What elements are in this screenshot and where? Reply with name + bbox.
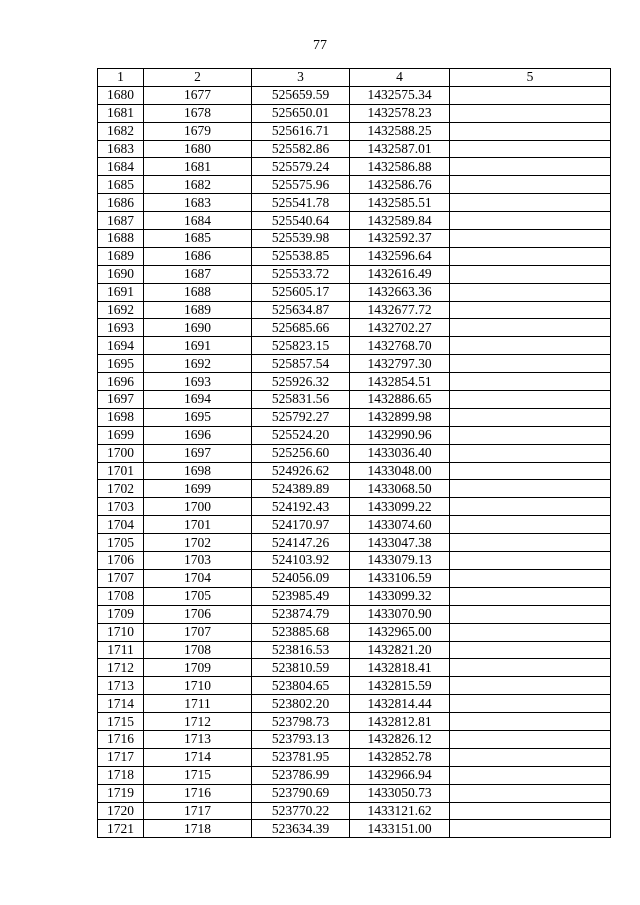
y-coordinate-cell: 1432821.20 [350,641,450,659]
y-coordinate-cell: 1432589.84 [350,212,450,230]
y-coordinate-cell: 1432965.00 [350,623,450,641]
table-row [98,408,611,426]
header-row [98,69,611,87]
table-row [98,677,611,695]
point-number-cell: 1686 [98,194,144,212]
x-coordinate-cell: 525831.56 [252,391,350,409]
table-row [98,247,611,265]
table-row [98,444,611,462]
source-number-cell: 1712 [144,713,252,731]
y-coordinate-cell: 1433106.59 [350,569,450,587]
note-cell [450,426,611,444]
y-coordinate-cell: 1432592.37 [350,230,450,248]
note-cell [450,408,611,426]
point-number-cell: 1681 [98,104,144,122]
y-coordinate-cell: 1432596.64 [350,247,450,265]
note-cell [450,158,611,176]
y-coordinate-cell: 1433050.73 [350,784,450,802]
note-cell [450,194,611,212]
x-coordinate-cell: 525540.64 [252,212,350,230]
note-cell [450,444,611,462]
x-coordinate-cell: 525538.85 [252,247,350,265]
source-number-cell: 1698 [144,462,252,480]
y-coordinate-cell: 1432886.65 [350,391,450,409]
point-number-cell: 1712 [98,659,144,677]
point-number-cell: 1684 [98,158,144,176]
y-coordinate-cell: 1432585.51 [350,194,450,212]
note-cell [450,569,611,587]
table-row [98,766,611,784]
y-coordinate-cell: 1432854.51 [350,373,450,391]
source-number-cell: 1696 [144,426,252,444]
x-coordinate-cell: 525926.32 [252,373,350,391]
table-row [98,301,611,319]
table-body [98,86,611,837]
y-coordinate-cell: 1433079.13 [350,552,450,570]
y-coordinate-cell: 1432663.36 [350,283,450,301]
x-coordinate-cell: 523786.99 [252,766,350,784]
source-number-cell: 1700 [144,498,252,516]
x-coordinate-cell: 525792.27 [252,408,350,426]
note-cell [450,212,611,230]
x-coordinate-cell: 523874.79 [252,605,350,623]
point-number-cell: 1715 [98,713,144,731]
y-coordinate-cell: 1432677.72 [350,301,450,319]
point-number-cell: 1693 [98,319,144,337]
source-number-cell: 1690 [144,319,252,337]
table-row [98,140,611,158]
table-row [98,86,611,104]
note-cell [450,766,611,784]
table-row [98,641,611,659]
source-number-cell: 1678 [144,104,252,122]
table-row [98,569,611,587]
y-coordinate-cell: 1432990.96 [350,426,450,444]
y-coordinate-cell: 1432578.23 [350,104,450,122]
x-coordinate-cell: 525524.20 [252,426,350,444]
note-cell [450,480,611,498]
y-coordinate-cell: 1432818.41 [350,659,450,677]
table-header [98,69,611,87]
page-number: 77 [313,38,327,53]
note-cell [450,230,611,248]
point-number-cell: 1701 [98,462,144,480]
source-number-cell: 1718 [144,820,252,838]
source-number-cell: 1688 [144,283,252,301]
table-row [98,748,611,766]
note-cell [450,552,611,570]
y-coordinate-cell: 1432852.78 [350,748,450,766]
x-coordinate-cell: 525634.87 [252,301,350,319]
table-row [98,659,611,677]
y-coordinate-cell: 1433121.62 [350,802,450,820]
source-number-cell: 1681 [144,158,252,176]
table-row [98,516,611,534]
table-row [98,265,611,283]
x-coordinate-cell: 524926.62 [252,462,350,480]
source-number-cell: 1687 [144,265,252,283]
table-row [98,194,611,212]
source-number-cell: 1714 [144,748,252,766]
point-number-cell: 1718 [98,766,144,784]
header-cell-5: 5 [450,69,611,87]
y-coordinate-cell: 1432768.70 [350,337,450,355]
note-cell [450,820,611,838]
point-number-cell: 1705 [98,534,144,552]
y-coordinate-cell: 1433047.38 [350,534,450,552]
point-number-cell: 1703 [98,498,144,516]
x-coordinate-cell: 525256.60 [252,444,350,462]
note-cell [450,337,611,355]
source-number-cell: 1694 [144,391,252,409]
table-row [98,337,611,355]
table-row [98,784,611,802]
point-number-cell: 1714 [98,695,144,713]
y-coordinate-cell: 1432575.34 [350,86,450,104]
point-number-cell: 1682 [98,122,144,140]
table-row [98,605,611,623]
y-coordinate-cell: 1432588.25 [350,122,450,140]
table-row [98,426,611,444]
point-number-cell: 1690 [98,265,144,283]
note-cell [450,784,611,802]
table-row [98,230,611,248]
source-number-cell: 1702 [144,534,252,552]
x-coordinate-cell: 525650.01 [252,104,350,122]
point-number-cell: 1683 [98,140,144,158]
table-row [98,623,611,641]
note-cell [450,265,611,283]
note-cell [450,373,611,391]
y-coordinate-cell: 1432966.94 [350,766,450,784]
point-number-cell: 1704 [98,516,144,534]
x-coordinate-cell: 523802.20 [252,695,350,713]
point-number-cell: 1680 [98,86,144,104]
point-number-cell: 1691 [98,283,144,301]
x-coordinate-cell: 524389.89 [252,480,350,498]
source-number-cell: 1717 [144,802,252,820]
point-number-cell: 1692 [98,301,144,319]
table-row [98,695,611,713]
note-cell [450,587,611,605]
table-row [98,713,611,731]
y-coordinate-cell: 1433099.32 [350,587,450,605]
y-coordinate-cell: 1432814.44 [350,695,450,713]
point-number-cell: 1698 [98,408,144,426]
coordinates-table [97,68,611,838]
x-coordinate-cell: 524147.26 [252,534,350,552]
source-number-cell: 1703 [144,552,252,570]
table-row [98,587,611,605]
point-number-cell: 1710 [98,623,144,641]
note-cell [450,730,611,748]
point-number-cell: 1695 [98,355,144,373]
source-number-cell: 1709 [144,659,252,677]
table-row [98,373,611,391]
note-cell [450,140,611,158]
table-row [98,820,611,838]
x-coordinate-cell: 525575.96 [252,176,350,194]
x-coordinate-cell: 525533.72 [252,265,350,283]
source-number-cell: 1701 [144,516,252,534]
x-coordinate-cell: 525857.54 [252,355,350,373]
point-number-cell: 1707 [98,569,144,587]
table-row [98,122,611,140]
table-row [98,176,611,194]
note-cell [450,498,611,516]
note-cell [450,659,611,677]
x-coordinate-cell: 525605.17 [252,283,350,301]
x-coordinate-cell: 523781.95 [252,748,350,766]
point-number-cell: 1694 [98,337,144,355]
point-number-cell: 1688 [98,230,144,248]
note-cell [450,802,611,820]
source-number-cell: 1705 [144,587,252,605]
source-number-cell: 1707 [144,623,252,641]
point-number-cell: 1713 [98,677,144,695]
y-coordinate-cell: 1433036.40 [350,444,450,462]
x-coordinate-cell: 525582.86 [252,140,350,158]
source-number-cell: 1682 [144,176,252,194]
source-number-cell: 1699 [144,480,252,498]
source-number-cell: 1692 [144,355,252,373]
note-cell [450,534,611,552]
note-cell [450,516,611,534]
table-row [98,802,611,820]
note-cell [450,462,611,480]
note-cell [450,122,611,140]
note-cell [450,623,611,641]
source-number-cell: 1684 [144,212,252,230]
x-coordinate-cell: 524103.92 [252,552,350,570]
note-cell [450,176,611,194]
note-cell [450,104,611,122]
note-cell [450,391,611,409]
x-coordinate-cell: 523798.73 [252,713,350,731]
table-row [98,355,611,373]
point-number-cell: 1720 [98,802,144,820]
note-cell [450,677,611,695]
table-row [98,498,611,516]
note-cell [450,695,611,713]
x-coordinate-cell: 525539.98 [252,230,350,248]
x-coordinate-cell: 525616.71 [252,122,350,140]
source-number-cell: 1689 [144,301,252,319]
source-number-cell: 1715 [144,766,252,784]
y-coordinate-cell: 1432616.49 [350,265,450,283]
x-coordinate-cell: 524170.97 [252,516,350,534]
x-coordinate-cell: 524192.43 [252,498,350,516]
point-number-cell: 1706 [98,552,144,570]
source-number-cell: 1677 [144,86,252,104]
source-number-cell: 1704 [144,569,252,587]
point-number-cell: 1716 [98,730,144,748]
x-coordinate-cell: 523810.59 [252,659,350,677]
point-number-cell: 1687 [98,212,144,230]
point-number-cell: 1721 [98,820,144,838]
x-coordinate-cell: 525823.15 [252,337,350,355]
table-row [98,462,611,480]
table-row [98,730,611,748]
note-cell [450,605,611,623]
source-number-cell: 1686 [144,247,252,265]
y-coordinate-cell: 1433151.00 [350,820,450,838]
point-number-cell: 1708 [98,587,144,605]
header-cell-3: 3 [252,69,350,87]
x-coordinate-cell: 523770.22 [252,802,350,820]
y-coordinate-cell: 1433070.90 [350,605,450,623]
x-coordinate-cell: 523793.13 [252,730,350,748]
x-coordinate-cell: 523804.65 [252,677,350,695]
x-coordinate-cell: 524056.09 [252,569,350,587]
y-coordinate-cell: 1432826.12 [350,730,450,748]
note-cell [450,319,611,337]
source-number-cell: 1711 [144,695,252,713]
table-row [98,391,611,409]
note-cell [450,641,611,659]
table-row [98,552,611,570]
source-number-cell: 1679 [144,122,252,140]
source-number-cell: 1695 [144,408,252,426]
x-coordinate-cell: 523985.49 [252,587,350,605]
source-number-cell: 1697 [144,444,252,462]
source-number-cell: 1713 [144,730,252,748]
y-coordinate-cell: 1433099.22 [350,498,450,516]
table-row [98,283,611,301]
table-row [98,534,611,552]
x-coordinate-cell: 525659.59 [252,86,350,104]
source-number-cell: 1680 [144,140,252,158]
note-cell [450,748,611,766]
y-coordinate-cell: 1433074.60 [350,516,450,534]
point-number-cell: 1709 [98,605,144,623]
point-number-cell: 1689 [98,247,144,265]
point-number-cell: 1702 [98,480,144,498]
note-cell [450,247,611,265]
x-coordinate-cell: 523634.39 [252,820,350,838]
x-coordinate-cell: 523885.68 [252,623,350,641]
y-coordinate-cell: 1432812.81 [350,713,450,731]
note-cell [450,86,611,104]
y-coordinate-cell: 1432587.01 [350,140,450,158]
table-row [98,212,611,230]
x-coordinate-cell: 525685.66 [252,319,350,337]
y-coordinate-cell: 1433048.00 [350,462,450,480]
point-number-cell: 1697 [98,391,144,409]
source-number-cell: 1706 [144,605,252,623]
point-number-cell: 1717 [98,748,144,766]
header-cell-2: 2 [144,69,252,87]
note-cell [450,355,611,373]
y-coordinate-cell: 1432815.59 [350,677,450,695]
y-coordinate-cell: 1432797.30 [350,355,450,373]
point-number-cell: 1700 [98,444,144,462]
source-number-cell: 1683 [144,194,252,212]
source-number-cell: 1685 [144,230,252,248]
x-coordinate-cell: 523816.53 [252,641,350,659]
note-cell [450,301,611,319]
point-number-cell: 1696 [98,373,144,391]
source-number-cell: 1693 [144,373,252,391]
point-number-cell: 1699 [98,426,144,444]
x-coordinate-cell: 525541.78 [252,194,350,212]
source-number-cell: 1708 [144,641,252,659]
source-number-cell: 1710 [144,677,252,695]
y-coordinate-cell: 1432586.88 [350,158,450,176]
table-row [98,480,611,498]
table-row [98,104,611,122]
source-number-cell: 1716 [144,784,252,802]
note-cell [450,283,611,301]
point-number-cell: 1719 [98,784,144,802]
point-number-cell: 1685 [98,176,144,194]
header-cell-4: 4 [350,69,450,87]
x-coordinate-cell: 525579.24 [252,158,350,176]
table-row [98,158,611,176]
y-coordinate-cell: 1433068.50 [350,480,450,498]
y-coordinate-cell: 1432586.76 [350,176,450,194]
source-number-cell: 1691 [144,337,252,355]
y-coordinate-cell: 1432899.98 [350,408,450,426]
point-number-cell: 1711 [98,641,144,659]
x-coordinate-cell: 523790.69 [252,784,350,802]
note-cell [450,713,611,731]
y-coordinate-cell: 1432702.27 [350,319,450,337]
header-cell-1: 1 [98,69,144,87]
table-row [98,319,611,337]
